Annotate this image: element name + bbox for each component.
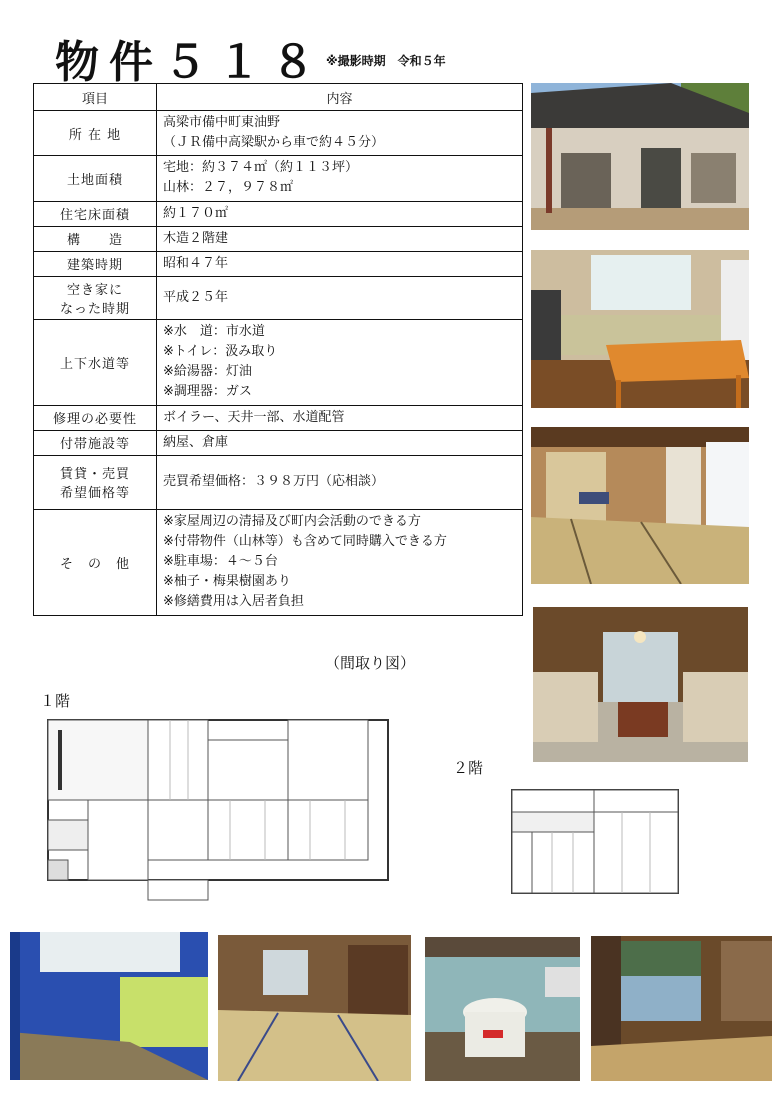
photo-tatami-room-2 [218,935,411,1081]
property-info-table [33,83,523,616]
table-row [34,405,523,430]
row-key: 住宅床面積 [34,201,157,226]
row-key: 賃貸・売買 希望価格等 [34,455,157,509]
row-key: 土地面積 [34,156,157,201]
row-key: 空き家に なった時期 [34,276,157,319]
photo-window-room [591,936,772,1081]
row-key: 上下水道等 [34,319,157,405]
photo-tatami-room [531,427,749,584]
row-value: 宅地：約３７４㎡（約１１３坪） 山林：２７，９７８㎡ [157,156,523,201]
table-row [34,430,523,455]
table-row [34,201,523,226]
floor-2-plan [510,788,680,895]
row-value: 納屋、倉庫 [157,430,523,455]
floor-2-label: ２階 [453,759,484,777]
row-key: 所 在 地 [34,111,157,156]
property-title: 物件５１８ [55,37,325,88]
table-row [34,319,523,405]
photo-exterior [531,83,749,230]
row-value: 約１７０㎡ [157,201,523,226]
table-row [34,276,523,319]
column-header-item: 項目 [34,84,157,111]
photo-toilet [425,937,580,1081]
row-value: 高梁市備中町東油野 （ＪＲ備中高梁駅から車で約４５分） [157,111,523,156]
floor-1-label: １階 [40,692,71,710]
table-row [34,111,523,156]
row-value: 昭和４７年 [157,251,523,276]
floorplan-heading: （間取り図） [325,654,416,672]
column-header-content: 内容 [157,84,523,111]
photo-kitchen [531,250,749,408]
row-value: ※水 道：市水道 ※トイレ：汲み取り ※給湯器：灯油 ※調理器：ガス [157,319,523,405]
floor-1-plan [40,715,390,905]
row-value: ※家屋周辺の清掃及び町内会活動のできる方 ※付帯物件（山林等）も含めて同時購入できる方 ※駐車場：４～５台 ※柚子・梅果樹園あり ※修繕費用は入居者負担 [157,509,523,615]
table-row [34,226,523,251]
row-key: そ の 他 [34,509,157,615]
photo-date-note: ※撮影時期 令和５年 [326,54,446,68]
row-value: 売買希望価格：３９８万円（応相談） [157,455,523,509]
row-key: 構 造 [34,226,157,251]
row-value: 平成２５年 [157,276,523,319]
photo-living-room [533,607,748,762]
table-row [34,251,523,276]
row-key: 建築時期 [34,251,157,276]
table-row [34,156,523,201]
row-value: 木造２階建 [157,226,523,251]
row-value: ボイラー、天井一部、水道配管 [157,405,523,430]
row-key: 付帯施設等 [34,430,157,455]
row-key: 修理の必要性 [34,405,157,430]
table-row [34,509,523,615]
table-header-row [34,84,523,111]
table-row [34,455,523,509]
photo-bathroom [10,932,208,1080]
